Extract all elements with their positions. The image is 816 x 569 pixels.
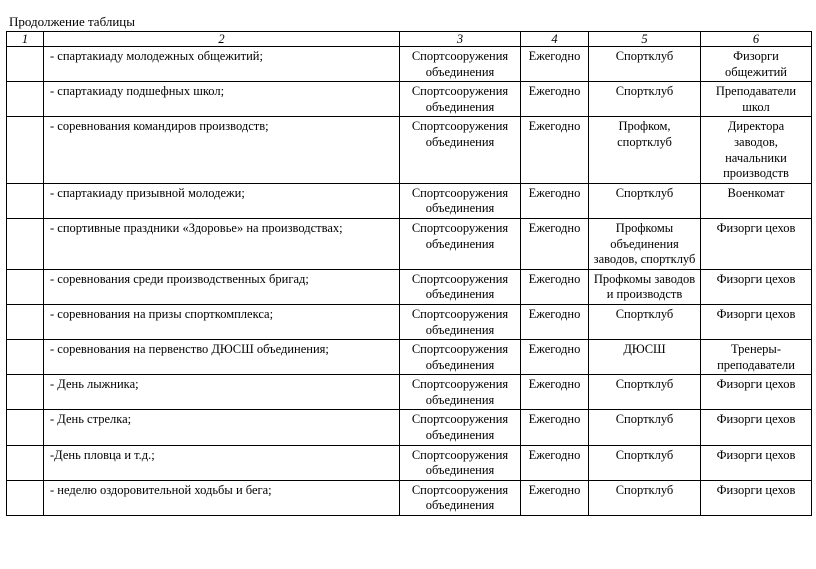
cell-event: - соревнования на первенство ДЮСШ объединения; xyxy=(44,340,400,375)
cell-responsible: Физорги цехов xyxy=(701,304,812,339)
header-col-2: 2 xyxy=(44,32,400,47)
cell-number xyxy=(7,375,44,410)
cell-organizer: Спортклуб xyxy=(589,183,701,218)
cell-responsible: Физорги цехов xyxy=(701,445,812,480)
cell-event: - День стрелка; xyxy=(44,410,400,445)
cell-responsible: Директора заводов, начальники производств xyxy=(701,117,812,183)
table-row xyxy=(7,480,812,515)
cell-venue: Спортсооружения объединения xyxy=(400,304,521,339)
cell-event: - соревнования на призы спорткомплекса; xyxy=(44,304,400,339)
cell-frequency: Ежегодно xyxy=(521,410,589,445)
cell-number xyxy=(7,183,44,218)
cell-number xyxy=(7,445,44,480)
header-col-6: 6 xyxy=(701,32,812,47)
cell-number xyxy=(7,480,44,515)
table-row xyxy=(7,445,812,480)
cell-frequency: Ежегодно xyxy=(521,340,589,375)
table-row xyxy=(7,47,812,82)
cell-venue: Спортсооружения объединения xyxy=(400,183,521,218)
cell-number xyxy=(7,410,44,445)
cell-frequency: Ежегодно xyxy=(521,117,589,183)
header-col-1: 1 xyxy=(7,32,44,47)
cell-event: - спартакиаду призывной молодежи; xyxy=(44,183,400,218)
cell-organizer: Спортклуб xyxy=(589,445,701,480)
table-row xyxy=(7,269,812,304)
cell-organizer: Профком, спортклуб xyxy=(589,117,701,183)
cell-venue: Спортсооружения объединения xyxy=(400,410,521,445)
table-row xyxy=(7,304,812,339)
cell-organizer: Спортклуб xyxy=(589,82,701,117)
cell-number xyxy=(7,47,44,82)
cell-venue: Спортсооружения объединения xyxy=(400,82,521,117)
events-table xyxy=(6,31,812,516)
cell-responsible: Физорги общежитий xyxy=(701,47,812,82)
table-row xyxy=(7,375,812,410)
cell-number xyxy=(7,304,44,339)
cell-event: - спартакиаду молодежных общежитий; xyxy=(44,47,400,82)
cell-frequency: Ежегодно xyxy=(521,218,589,269)
cell-responsible: Физорги цехов xyxy=(701,269,812,304)
cell-venue: Спортсооружения объединения xyxy=(400,218,521,269)
cell-event: - соревнования среди производственных бригад; xyxy=(44,269,400,304)
table-row xyxy=(7,410,812,445)
cell-organizer: Спортклуб xyxy=(589,304,701,339)
cell-number xyxy=(7,117,44,183)
cell-venue: Спортсооружения объединения xyxy=(400,117,521,183)
cell-responsible: Физорги цехов xyxy=(701,218,812,269)
cell-event: - спортивные праздники «Здоровье» на производствах; xyxy=(44,218,400,269)
cell-frequency: Ежегодно xyxy=(521,304,589,339)
header-col-4: 4 xyxy=(521,32,589,47)
cell-frequency: Ежегодно xyxy=(521,47,589,82)
cell-organizer: Профкомы объединения заводов, спортклуб xyxy=(589,218,701,269)
cell-number xyxy=(7,269,44,304)
cell-venue: Спортсооружения объединения xyxy=(400,340,521,375)
cell-organizer: Спортклуб xyxy=(589,47,701,82)
cell-responsible: Физорги цехов xyxy=(701,410,812,445)
cell-event: - День лыжника; xyxy=(44,375,400,410)
header-row xyxy=(7,32,812,47)
cell-responsible: Тренеры-преподаватели xyxy=(701,340,812,375)
cell-number xyxy=(7,218,44,269)
cell-responsible: Физорги цехов xyxy=(701,480,812,515)
cell-venue: Спортсооружения объединения xyxy=(400,269,521,304)
table-row xyxy=(7,183,812,218)
cell-organizer: Спортклуб xyxy=(589,480,701,515)
cell-organizer: Спортклуб xyxy=(589,375,701,410)
cell-event: - соревнования командиров производств; xyxy=(44,117,400,183)
cell-venue: Спортсооружения объединения xyxy=(400,445,521,480)
cell-organizer: Профкомы заводов и производств xyxy=(589,269,701,304)
cell-responsible: Физорги цехов xyxy=(701,375,812,410)
cell-venue: Спортсооружения объединения xyxy=(400,47,521,82)
cell-responsible: Преподаватели школ xyxy=(701,82,812,117)
cell-venue: Спортсооружения объединения xyxy=(400,480,521,515)
table-row xyxy=(7,218,812,269)
cell-event: - спартакиаду подшефных школ; xyxy=(44,82,400,117)
cell-frequency: Ежегодно xyxy=(521,183,589,218)
cell-number xyxy=(7,82,44,117)
cell-frequency: Ежегодно xyxy=(521,375,589,410)
table-row xyxy=(7,82,812,117)
cell-frequency: Ежегодно xyxy=(521,269,589,304)
header-col-3: 3 xyxy=(400,32,521,47)
cell-number xyxy=(7,340,44,375)
cell-frequency: Ежегодно xyxy=(521,445,589,480)
cell-responsible: Военкомат xyxy=(701,183,812,218)
cell-frequency: Ежегодно xyxy=(521,480,589,515)
cell-venue: Спортсооружения объединения xyxy=(400,375,521,410)
table-row xyxy=(7,340,812,375)
cell-event: - неделю оздоровительной ходьбы и бега; xyxy=(44,480,400,515)
cell-event: -День пловца и т.д.; xyxy=(44,445,400,480)
cell-frequency: Ежегодно xyxy=(521,82,589,117)
header-col-5: 5 xyxy=(589,32,701,47)
table-caption: Продолжение таблицы xyxy=(9,14,135,29)
cell-organizer: Спортклуб xyxy=(589,410,701,445)
table-row xyxy=(7,117,812,183)
cell-organizer: ДЮСШ xyxy=(589,340,701,375)
